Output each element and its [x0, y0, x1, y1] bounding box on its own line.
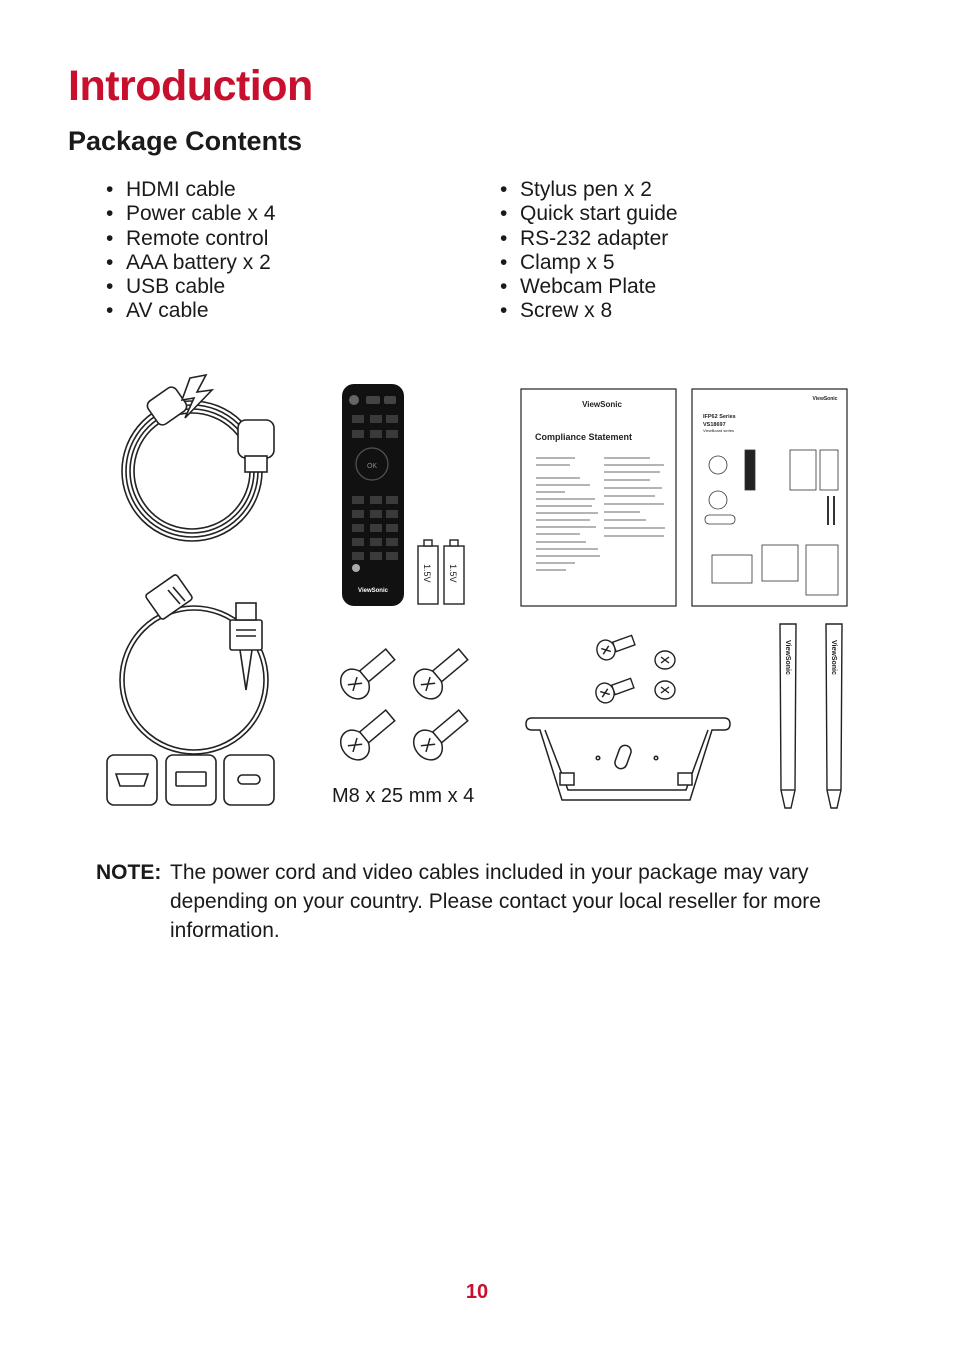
list-item: • Webcam Plate [500, 275, 678, 299]
note-line: depending on your country. Please contact your local reseller for more [170, 890, 821, 913]
hdmi-cable-icon [120, 574, 268, 754]
list-item: • Clamp x 5 [500, 251, 678, 275]
quick-start-guide-icon [692, 389, 847, 606]
booklet-brand-label: ViewSonic [582, 400, 622, 409]
list-item: • Power cable x 4 [106, 202, 275, 226]
contents-list-left [106, 178, 275, 324]
list-item: • AV cable [106, 299, 275, 323]
battery-voltage-label: 1.5V [422, 564, 432, 583]
webcam-plate-icon [526, 718, 730, 800]
qsg-model: VS18697 [703, 422, 726, 428]
qsg-subtitle: ViewBoard series [703, 428, 735, 433]
remote-brand-label: ViewSonic [358, 588, 388, 594]
contents-list-right [500, 178, 678, 324]
screw-caption: M8 x 25 mm x 4 [332, 785, 475, 807]
svg-text:OK: OK [366, 463, 378, 470]
small-screw-icon [593, 631, 675, 706]
list-item: • Stylus pen x 2 [500, 178, 678, 202]
list-item: • Screw x 8 [500, 299, 678, 323]
port-icons [107, 755, 274, 805]
note-line: information. [170, 919, 280, 942]
list-item: • USB cable [106, 275, 275, 299]
compliance-statement-icon [521, 389, 676, 606]
qsg-brand-label: ViewSonic [812, 396, 838, 402]
note-block [96, 858, 896, 945]
note-text [96, 858, 896, 945]
m8-screw-icon [335, 642, 474, 765]
remote-control-icon [342, 384, 404, 606]
page-title: Introduction [68, 62, 313, 110]
list-item: • AAA battery x 2 [106, 251, 275, 275]
note-line: The power cord and video cables included in your package may vary [170, 861, 809, 884]
note-label: NOTE: [96, 861, 162, 884]
power-cable-icon [122, 375, 274, 541]
compliance-title: Compliance Statement [535, 432, 633, 442]
list-item: • Quick start guide [500, 202, 678, 226]
section-title: Package Contents [68, 126, 303, 156]
battery-voltage-label: 1.5V [448, 564, 458, 583]
list-item: • HDMI cable [106, 178, 275, 202]
page-number: 10 [465, 1281, 489, 1303]
pen-brand-label: ViewSonic [830, 640, 837, 675]
list-item: • Remote control [106, 227, 275, 251]
pen-brand-label: ViewSonic [784, 640, 791, 675]
qsg-series: IFP62 Series [703, 414, 736, 420]
package-contents-illustration [100, 370, 860, 820]
list-item: • RS-232 adapter [500, 227, 678, 251]
